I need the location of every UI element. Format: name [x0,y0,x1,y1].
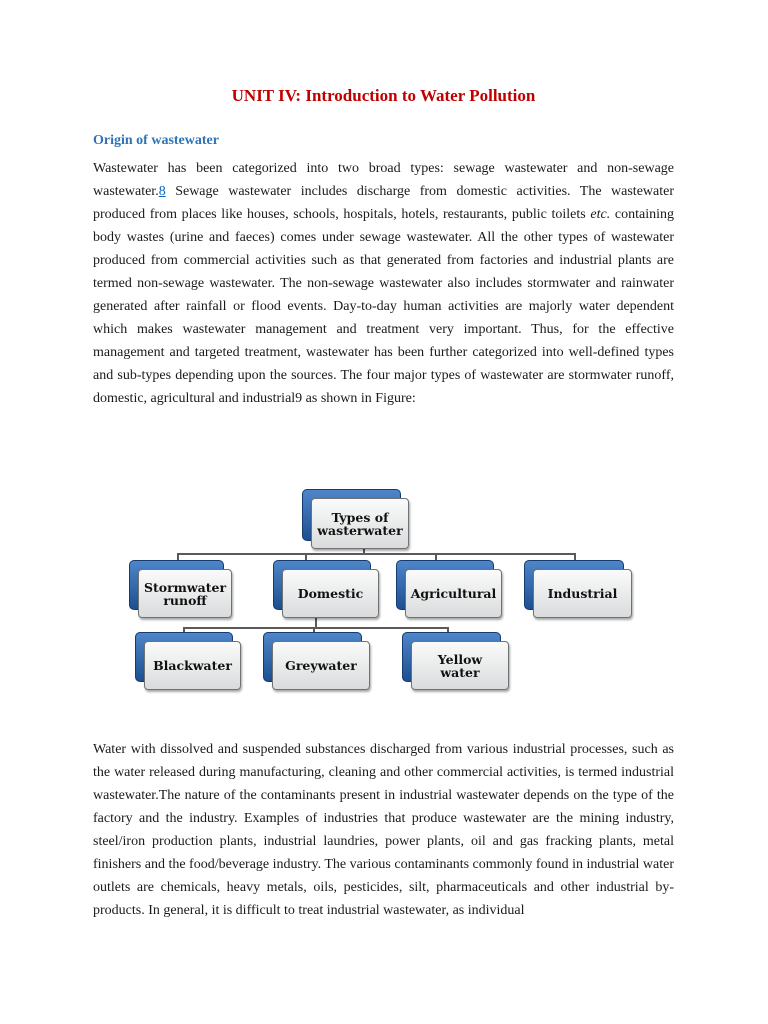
node-agricultural: Agricultural [396,560,502,618]
unit-title: UNIT IV: Introduction to Water Pollution [231,86,536,105]
node-greywater: Greywater [263,632,370,690]
node-domestic: Domestic [273,560,379,618]
node-types-of-wastewater: Types of wasterwater [302,489,409,549]
node-blackwater: Blackwater [135,632,241,690]
etc-text: etc. [590,207,611,222]
reference-link[interactable]: 8 [158,184,166,199]
connector-line [315,618,317,627]
section-heading: Origin of wastewater [93,133,219,148]
paragraph-industrial: Water with dissolved and suspended substances discharged from various industrial processes, such as the water released during manufacturing, cleaning and other commercial activities, is termed industrial wastewater.The nature of the contaminants present in industrial wastewater depends on the type of the factory and the industry. Examples of industries that produce wastewater are the mining industry, steel/iron production plants, industrial laundries, power plants, oil and gas fracking plants, metal finishers and the food/beverage industry. The various contaminants commonly found in industrial water outlets are chemicals, heavy metals, oils, pesticides, silt, pharmaceuticals and other industrial by-products. In general, it is difficult to treat industrial wastewater, as individual [93,742,674,918]
node-yellow-water: Yellow water [402,632,509,690]
paragraph-text: Wastewater has been categorized into two broad types: sewage wastewater and non-sewage wastewater. [93,161,674,199]
wastewater-types-diagram [125,484,640,699]
connector-line [183,627,448,629]
paragraph-origin [93,157,674,410]
node-stormwater-runoff: Stormwater runoff [129,560,232,618]
paragraph-text: Sewage wastewater includes discharge from domestic activities. The wastewater produced from places like houses, schools, hospitals, hotels, restaurants, public toilets [93,184,674,222]
node-industrial: Industrial [524,560,632,618]
paragraph-text: containing body wastes (urine and faeces) comes under sewage wastewater. All the other types of wastewater produced from commercial activities such as that generated from factories and industrial plants are termed non-sewage wastewater. The non-sewage wastewater also includes stormwater and rainwater generated after rainfall or flood events. Day-to-day human activities are majorly water dependent which makes wastewater management and treatment very important. Thus, for the effective management and targeted treatment, wastewater has been further categorized into well-defined types and sub-types depending upon the sources. The four major types of wastewater are stormwater runoff, domestic, agricultural and industrial9 as shown in Figure: [93,207,674,406]
connector-line [177,553,575,555]
